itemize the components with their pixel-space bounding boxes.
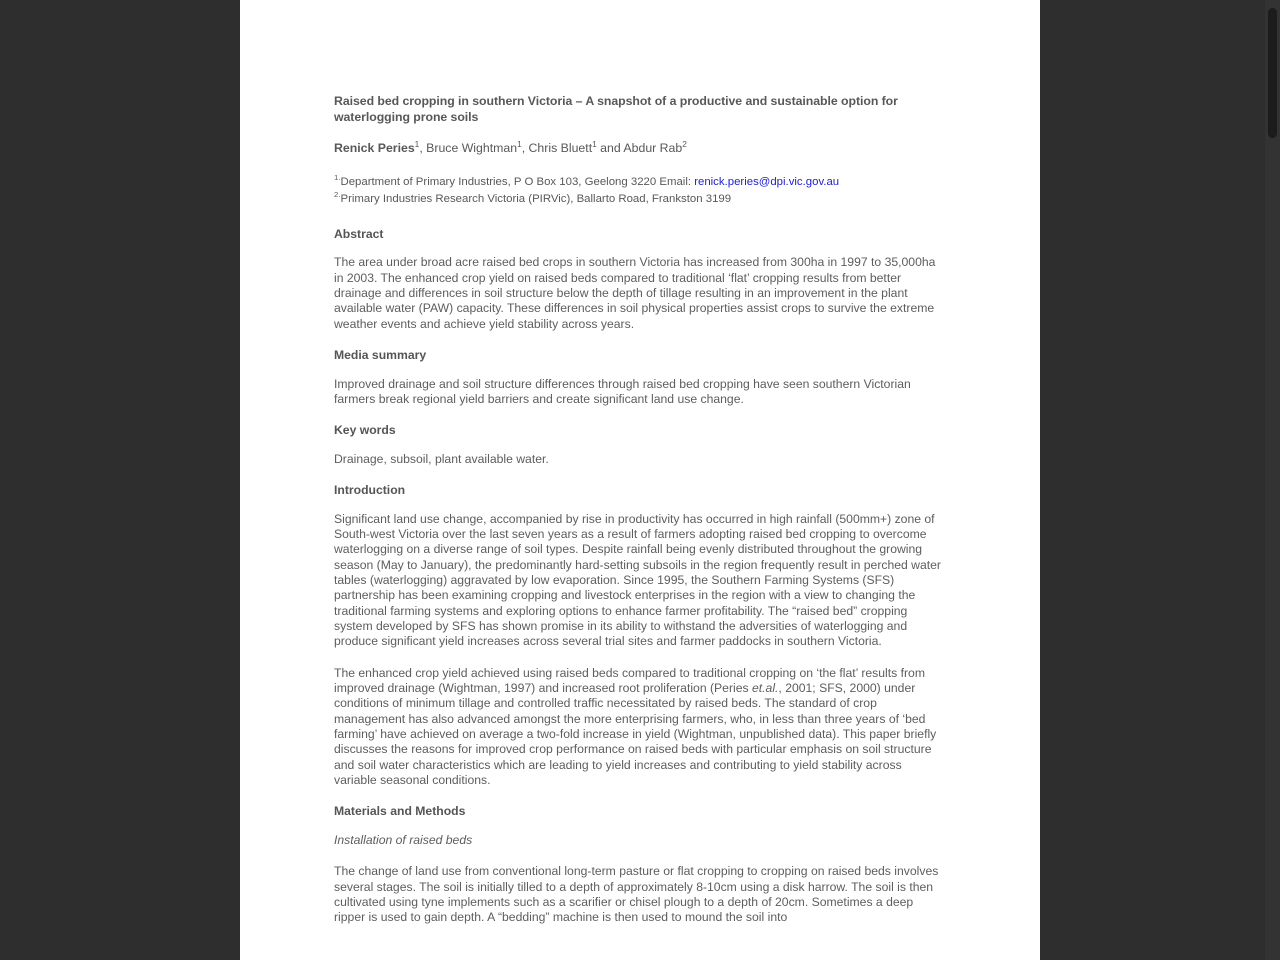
- section-heading-introduction: Introduction: [334, 483, 406, 498]
- section-paragraph-media-summary: Improved drainage and soil structure differences through raised bed cropping have seen southern Victorian farmers break regional yield barriers and create significant land use change.: [334, 376, 911, 406]
- author-affiliation-marker-3: 1: [592, 139, 597, 150]
- section-abstract: [334, 227, 942, 332]
- vertical-scrollbar[interactable]: [1265, 0, 1280, 960]
- lead-author-name: Renick Peries: [334, 141, 415, 156]
- author-affiliation-marker-2: 1: [517, 139, 522, 150]
- affiliation-line-1: [334, 174, 942, 190]
- author-name-4: and Abdur Rab: [596, 141, 683, 156]
- affiliation-text-1: Department of Primary Industries, P O Box 103, Geelong 3220 Email:: [340, 176, 695, 189]
- section-paragraph-installation: The change of land use from conventional long-term pasture or flat cropping to cropping on raised beds involves several stages. The soil is initially tilled to a depth of approximately 8-10cm using a disk harrow. The soil is then cultivated using tyne implements such as a scarifier or chisel plough to a depth of 20cm. Sometimes a deep ripper is used to gain depth. A “bedding” machine is then used to mound the soil into: [334, 864, 939, 925]
- email-link[interactable]: renick.peries@dpi.vic.gov.au: [694, 176, 840, 189]
- affiliation-text-2: Primary Industries Research Victoria (PIRVic), Ballarto Road, Frankston 3199: [340, 192, 732, 205]
- section-key-words: [334, 423, 942, 467]
- affiliation-marker-2: 2.: [334, 189, 341, 199]
- section-paragraph-introduction-1: Significant land use change, accompanied by rise in productivity has occurred in high rainfall (500mm+) zone of South-west Victoria over the last seven years as a result of farmers adopting raised bed cropping to overcome waterlogging on a diverse range of soil types. Despite rainfall being evenly distributed throughout the growing season (May to January), the predominantly hard-setting subsoils in the region frequently result in perched water tables (waterlogging) aggravated by low evaporation. Since 1995, the Southern Farming Systems (SFS) partnership has been examining cropping and livestock enterprises in the region with a view to changing the traditional farming systems and exploring options to enhance farmer profitability. The “raised bed” cropping system developed by SFS has shown promise in its ability to withstand the adversities of waterlogging and produce significant yield increases across several trial sites and farmer paddocks in southern Victoria.: [334, 511, 941, 649]
- author-name-3: , Chris Bluett: [521, 141, 593, 156]
- author-list: [334, 141, 942, 157]
- scrollbar-thumb[interactable]: [1268, 8, 1277, 138]
- section-heading-key-words: Key words: [334, 423, 396, 438]
- section-heading-abstract: Abstract: [334, 226, 384, 241]
- citation-et-al: et.al.: [751, 680, 779, 695]
- affiliation-marker-1: 1.: [334, 173, 341, 183]
- section-paragraph-introduction-2: [334, 666, 942, 789]
- section-paragraph-abstract: The area under broad acre raised bed crops in southern Victoria has increased from 300ha in 1997 to 35,000ha in 2003. The enhanced crop yield on raised beds compared to traditional ‘flat’ cropping results from better drainage and differences in soil structure below the depth of tillage resulting in an improvement in the plant available water (PAW) capacity. These differences in soil physical properties assist crops to survive the extreme weather events and achieve yield stability across years.: [334, 255, 936, 331]
- affiliation-list: [334, 174, 942, 206]
- affiliation-line-2: [334, 191, 942, 207]
- page-title: Raised bed cropping in southern Victoria – A snapshot of a productive and sustainable option for waterlogging prone soils: [334, 94, 898, 125]
- section-heading-media-summary: Media summary: [334, 348, 427, 362]
- section-media-summary: [334, 348, 942, 407]
- document-page: [240, 0, 1040, 960]
- author-affiliation-marker-1: 1: [414, 139, 420, 150]
- citation-text-part-2: , 2001; SFS, 2000) under conditions of minimum tillage and controlled traffic necessitated by raised beds. The standard of crop management has also advanced amongst the more enterprising farmers, who, in less than three years of ‘bed farming’ have achieved on average a two-fold increase in yield (Wightman, unpublished data). This paper briefly discusses the reasons for improved crop performance on raised beds with particular emphasis on soil structure and soil water characteristics which are leading to yield increases and contributing to yield stability across variable seasonal conditions.: [334, 680, 937, 787]
- page-content: [334, 93, 942, 942]
- section-materials-and-methods: [334, 804, 942, 926]
- section-introduction: [334, 483, 942, 788]
- author-affiliation-marker-4: 2: [682, 139, 687, 150]
- section-paragraph-key-words: Drainage, subsoil, plant available water.: [334, 451, 549, 466]
- section-heading-materials-and-methods: Materials and Methods: [334, 804, 466, 819]
- subsection-heading-installation: Installation of raised beds: [334, 832, 473, 847]
- citation-text-part-1: The enhanced crop yield achieved using raised beds compared to traditional cropping on ‘the flat’ results from improved drainage (Wightman, 1997) and increased root proliferation (Peries: [334, 665, 925, 695]
- author-name-2: , Bruce Wightman: [419, 141, 518, 156]
